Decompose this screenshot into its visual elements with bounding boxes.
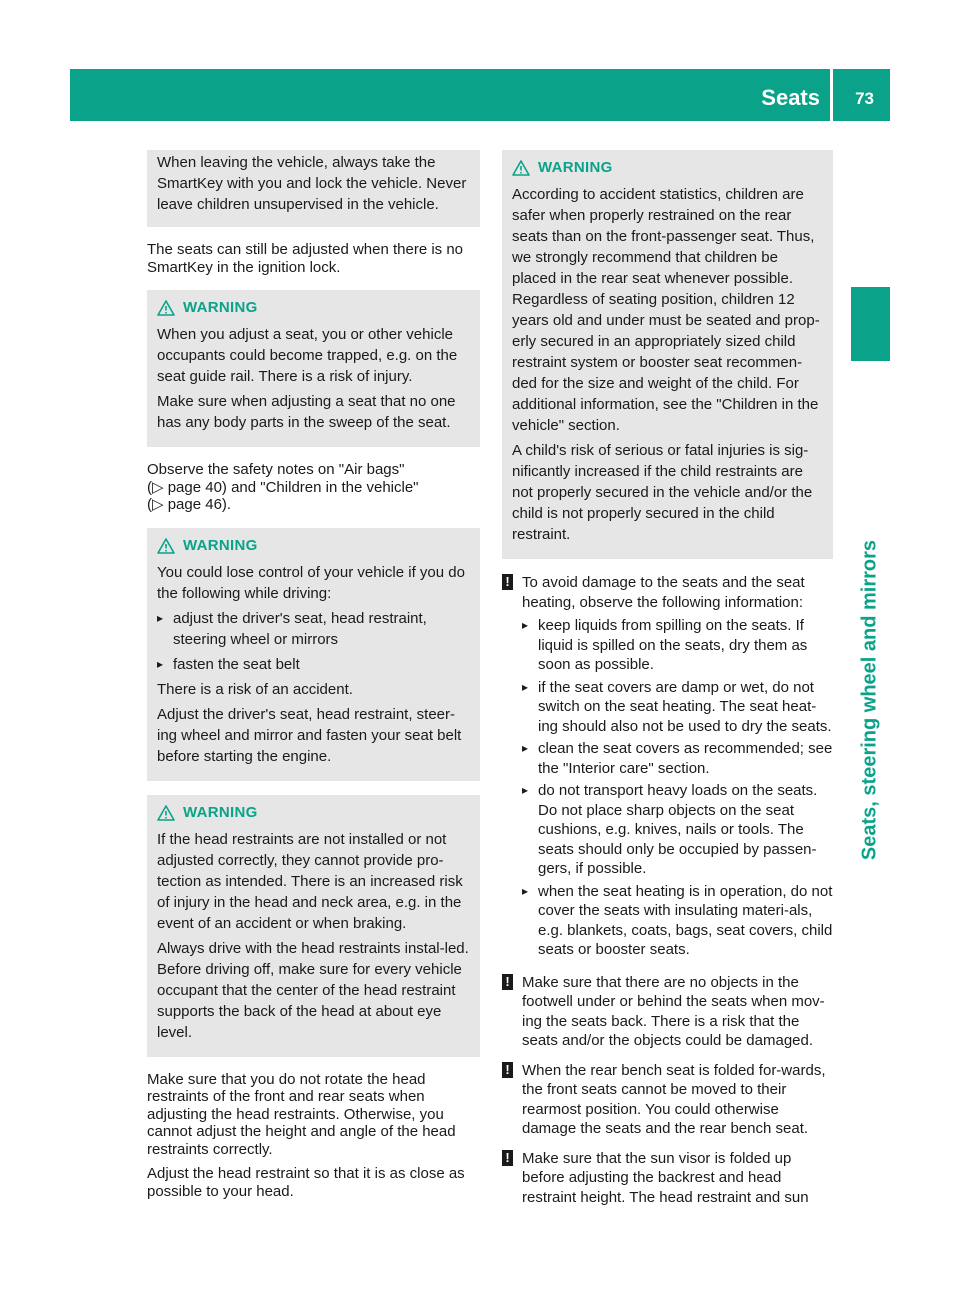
notice-text: To avoid damage to the seats and the seat heating, observe the following information: bbox=[522, 574, 805, 611]
notice-body bbox=[522, 1061, 833, 1139]
warning-triangle-icon bbox=[157, 300, 175, 316]
list-item: ▸ fasten the seat belt bbox=[157, 654, 470, 675]
chapter-tab-marker bbox=[851, 287, 890, 361]
exclamation-icon: ! bbox=[502, 574, 513, 590]
warning-label: WARNING bbox=[538, 159, 613, 176]
warning-box bbox=[147, 290, 480, 447]
warning-heading bbox=[157, 803, 470, 823]
paragraph-line: Observe the safety notes on "Air bags" bbox=[147, 461, 405, 478]
warning-text: Adjust the driver's seat, head restraint, steer-ing wheel and mirror and fasten your seat belt before starting the engine. bbox=[157, 705, 462, 765]
paragraph: Adjust the head restraint so that it is as close as possible to your head. bbox=[147, 1165, 465, 1200]
list-item: ▸ keep liquids from spilling on the seats. If liquid is spilled on the seats, dry them as soon as possible. bbox=[522, 616, 833, 675]
warning-text: Make sure when adjusting a seat that no one has any body parts in the sweep of the seat. bbox=[157, 393, 456, 431]
page-reference-link[interactable]: (▷ page 40) and "Children in the vehicle" bbox=[147, 478, 419, 496]
paragraph-block bbox=[147, 1071, 480, 1201]
paragraph-block bbox=[147, 241, 480, 276]
warning-heading bbox=[157, 298, 470, 318]
notice-block bbox=[502, 573, 833, 963]
notice-body bbox=[522, 573, 833, 963]
warning-text: You could lose control of your vehicle if you do the following while driving: bbox=[157, 563, 465, 602]
warning-label: WARNING bbox=[183, 803, 258, 821]
notice-block bbox=[502, 1149, 833, 1208]
warning-triangle-icon bbox=[157, 805, 175, 821]
warning-text: Always drive with the head restraints instal-led. Before driving off, make sure for every vehicle occupant that the center of the head restraint supports the back of the head at about eye level. bbox=[157, 939, 469, 1041]
page-number: 73 bbox=[855, 89, 874, 108]
notice-body bbox=[522, 973, 833, 1051]
note-box bbox=[147, 150, 480, 227]
warning-label: WARNING bbox=[183, 299, 258, 316]
list-item: ▸ do not transport heavy loads on the seats. Do not place sharp objects on the seat cushions, e.g. knives, nails or tools. The seats should only be occupied by passen-gers, if possible. bbox=[522, 781, 833, 879]
list-item: ▸ if the seat covers are damp or wet, do not switch on the seat heating. The seat heat-ing should also not be used to dry the seats. bbox=[522, 678, 833, 737]
exclamation-icon: ! bbox=[502, 1150, 513, 1166]
paragraph bbox=[147, 461, 480, 514]
warning-triangle-icon bbox=[512, 160, 530, 176]
paragraph-block bbox=[147, 461, 480, 514]
notice-block bbox=[502, 1061, 833, 1139]
list-item: ▸ adjust the driver's seat, head restraint, steering wheel or mirrors bbox=[157, 608, 470, 650]
notice-text: Make sure that the sun visor is folded up before adjusting the backrest and head restraint height. The head restraint and sun bbox=[522, 1149, 809, 1206]
page-reference-link[interactable]: (▷ page 46). bbox=[147, 496, 232, 513]
header-bar bbox=[70, 69, 890, 121]
notice-body bbox=[522, 1149, 833, 1208]
warning-box bbox=[147, 528, 480, 781]
note-text: When leaving the vehicle, always take the SmartKey with you and lock the vehicle. Never leave children unsupervised in the vehicle. bbox=[157, 154, 467, 213]
warning-heading bbox=[157, 536, 470, 556]
warning-box bbox=[147, 795, 480, 1057]
warning-box bbox=[502, 150, 833, 559]
paragraph: Make sure that you do not rotate the head restraints of the front and rear seats when adjusting the head restraints. Otherwise, you cannot adjust the height and angle of the head restraints correctly. bbox=[147, 1070, 456, 1158]
warning-text: According to accident statistics, children are safer when properly restrained on the rear seats than on the front-passenger seat. Thus, we strongly recommend that children be placed in the rear seat whenever possible. Regardless of seating position, children 12 years old and under must be seated and prop-erly secured in an appropriately sized child restraint system or booster seat recommen-ded for the size and weight of the child. For additional information, see the "Children in the vehicle" section. bbox=[512, 186, 820, 434]
warning-triangle-icon bbox=[157, 538, 175, 554]
right-column bbox=[502, 150, 833, 1217]
paragraph: The seats can still be adjusted when there is no SmartKey in the ignition lock. bbox=[147, 241, 464, 276]
list-item: ▸ when the seat heating is in operation, do not cover the seats with insulating materi-als, e.g. blankets, coats, bags, seat covers, child seats or booster seats. bbox=[522, 882, 833, 960]
warning-label: WARNING bbox=[183, 536, 258, 554]
notice-text: Make sure that there are no objects in the footwell under or behind the seats when mov-ing the seats back. There is a risk that the seats and/or the objects could be damaged. bbox=[522, 973, 825, 1049]
chapter-tab-label: Seats, steering wheel and mirrors bbox=[858, 539, 881, 861]
warning-text: A child's risk of serious or fatal injuries is sig-nificantly increased if the child restraints are not properly secured in the vehicle and/or the child is not properly secured in the child restraint. bbox=[512, 442, 813, 543]
section-title: Seats bbox=[761, 85, 820, 110]
warning-heading bbox=[512, 158, 823, 178]
bullet-list bbox=[157, 608, 470, 675]
warning-text: There is a risk of an accident. bbox=[157, 680, 353, 698]
notice-text: When the rear bench seat is folded for-wards, the front seats cannot be moved to their rearmost position. You could otherwise damage the seats and the rear bench seat. bbox=[522, 1061, 826, 1137]
list-item: ▸ clean the seat covers as recommended; see the "Interior care" section. bbox=[522, 739, 833, 778]
warning-text: When you adjust a seat, you or other vehicle occupants could become trapped, e.g. on the seat guide rail. There is a risk of injury. bbox=[157, 326, 458, 385]
notice-block bbox=[502, 973, 833, 1051]
exclamation-icon: ! bbox=[502, 974, 513, 990]
exclamation-icon: ! bbox=[502, 1062, 513, 1078]
header-divider bbox=[830, 69, 833, 121]
bullet-list bbox=[522, 616, 833, 960]
warning-text: If the head restraints are not installed or not adjusted correctly, they cannot provide pro-tection as intended. There is an increased risk of injury in the head and neck area, e.g. in the event of an accident or when braking. bbox=[157, 830, 463, 932]
left-column bbox=[147, 150, 480, 1214]
